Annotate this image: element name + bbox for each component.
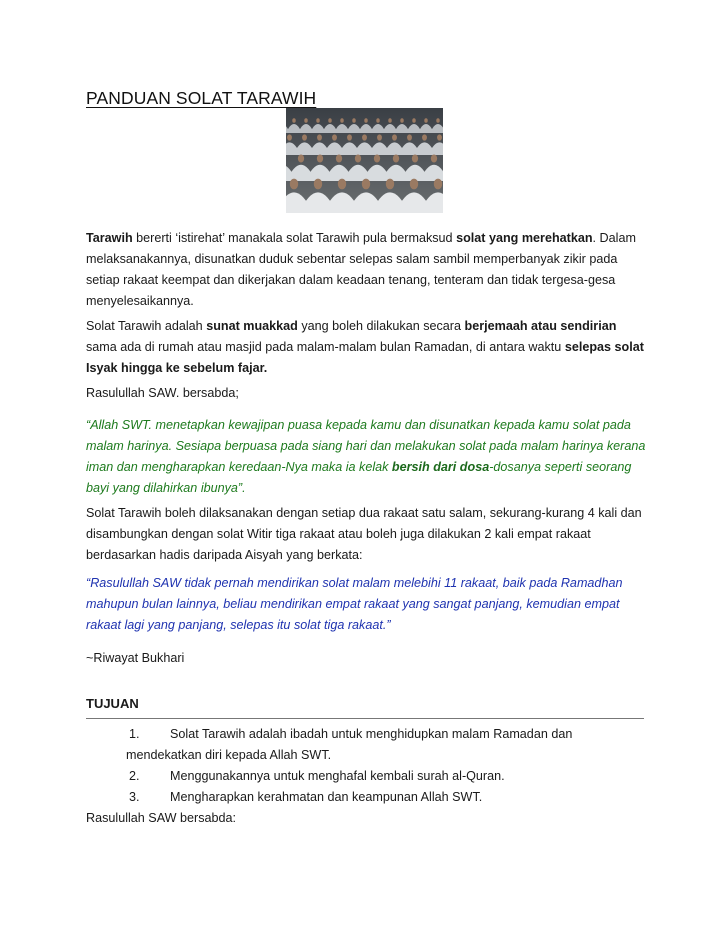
text-span: -dosanya seperti seorang bayi yang dilahirkan ibunya”. [86, 460, 632, 495]
worshipper-face [355, 154, 361, 162]
paragraph-status [86, 316, 646, 379]
hadith-quote-green [86, 415, 646, 499]
term-berjemaah: berjemaah atau sendirian [464, 319, 617, 333]
worshipper-face [304, 118, 308, 123]
worshipper-face [392, 134, 397, 140]
worshipper-face [374, 154, 380, 162]
text-span: yang boleh dilakukan secara [297, 319, 465, 333]
worshipper-face [364, 118, 368, 123]
worshipper-face [431, 154, 437, 162]
worshipper-face [362, 179, 370, 190]
worshipper-face [338, 179, 346, 190]
worshipper-face [388, 118, 392, 123]
worshipper-face [412, 154, 418, 162]
term-bersih-dosa: bersih dari dosa [391, 460, 490, 474]
worshipper-face [424, 118, 428, 123]
worshipper-face [292, 118, 296, 123]
worshipper-face [436, 118, 440, 123]
list-text: Mengharapkan kerahmatan dan keampunan Allah SWT. [170, 790, 483, 804]
praying-congregation-photo [286, 108, 443, 213]
page-title: PANDUAN SOLAT TARAWIH [86, 88, 317, 108]
list-text: Menggunakannya untuk menghafal kembali surah al-Quran. [170, 769, 505, 783]
worshipper-face [317, 134, 322, 140]
worshipper-face [347, 134, 352, 140]
worshipper-face [386, 179, 394, 190]
worshipper-face [316, 118, 320, 123]
section-divider [86, 718, 644, 719]
text-span: “Allah SWT. menetapkan kewajipan puasa kepada kamu dan disunatkan kepada kamu solat pada malam harinya. Sesiapa berpuasa pada siang hari dan melakukan solat pada malam harinya kerana iman dan mengharapkan keredaan-Nya maka ia kelak [86, 418, 646, 474]
list-number: 1. [129, 727, 140, 741]
list-number: 2. [129, 769, 140, 783]
paragraph-definition [86, 228, 646, 312]
photo-image [286, 108, 443, 213]
worshipper-face [376, 118, 380, 123]
text-span: sama ada di rumah atau masjid pada malam-malam bulan Ramadan, di antara waktu [86, 340, 565, 354]
worshipper-face [412, 118, 416, 123]
term-solat-merehatkan: solat yang merehatkan [456, 231, 593, 245]
worshipper-face [340, 118, 344, 123]
list-item [126, 766, 646, 787]
worshipper-face [362, 134, 367, 140]
text-span: . Dalam melaksanakannya, disunatkan duduk sebentar selepas salam sambil memperbanyak zikir pada setiap rakaat keempat dan dikerjakan dalam keadaan tenang, tenteram dan tidak tergesa-gesa menyelesaikannya. [86, 231, 636, 308]
paragraph-rakaat: Solat Tarawih boleh dilaksanakan dengan setiap dua rakaat satu salam, sekurang-kurang 4 kali dan disambungkan dengan solat Witir tiga rakaat atau boleh juga dilakukan 2 kali empat rakaat berdasarkan hadis daripada Aisyah yang berkata: [86, 506, 642, 562]
worshipper-face [407, 134, 412, 140]
hadith-quote-blue: “Rasulullah SAW tidak pernah mendirikan solat malam melebihi 11 rakaat, baik pada Ramadhan mahupun bulan lainnya, beliau mendirikan empat rakaat yang sangat panjang, kemudian empat rakaat lagi yang panjang, selepas itu solat tiga rakaat.” [86, 576, 623, 632]
term-tarawih: Tarawih [86, 231, 133, 245]
list-text: Solat Tarawih adalah ibadah untuk menghidupkan malam Ramadan dan mendekatkan diri kepada Allah SWT. [126, 727, 573, 762]
worshipper-face [352, 118, 356, 123]
worshipper-face [422, 134, 427, 140]
term-waktu: selepas solat Isyak hingga ke sebelum fajar. [86, 340, 644, 375]
paragraph-hadith-intro: Rasulullah SAW. bersabda; [86, 386, 239, 400]
hadith-source: ~Riwayat Bukhari [86, 651, 185, 665]
worshipper-face [314, 179, 322, 190]
worshipper-face [377, 134, 382, 140]
worshipper-face [336, 154, 342, 162]
worshipper-face [437, 134, 442, 140]
list-number: 3. [129, 790, 140, 804]
list-item [126, 787, 646, 808]
worshipper-face [287, 134, 292, 140]
term-sunat-muakkad: sunat muakkad [206, 319, 298, 333]
worshipper-face [393, 154, 399, 162]
worshipper-face [410, 179, 418, 190]
worshipper-face [400, 118, 404, 123]
section-heading-tujuan: TUJUAN [86, 696, 139, 711]
text-span: bererti ‘istirehat’ manakala solat Tarawih pula bermaksud [132, 231, 457, 245]
worshipper-face [328, 118, 332, 123]
worshipper-face [302, 134, 307, 140]
worshipper-face [298, 154, 304, 162]
worshipper-face [317, 154, 323, 162]
worshipper-face [290, 179, 298, 190]
worshipper-face [332, 134, 337, 140]
list-item [126, 724, 646, 766]
paragraph-closing: Rasulullah SAW bersabda: [86, 811, 237, 825]
worshipper-face [434, 179, 442, 190]
text-span: Solat Tarawih adalah [86, 319, 207, 333]
